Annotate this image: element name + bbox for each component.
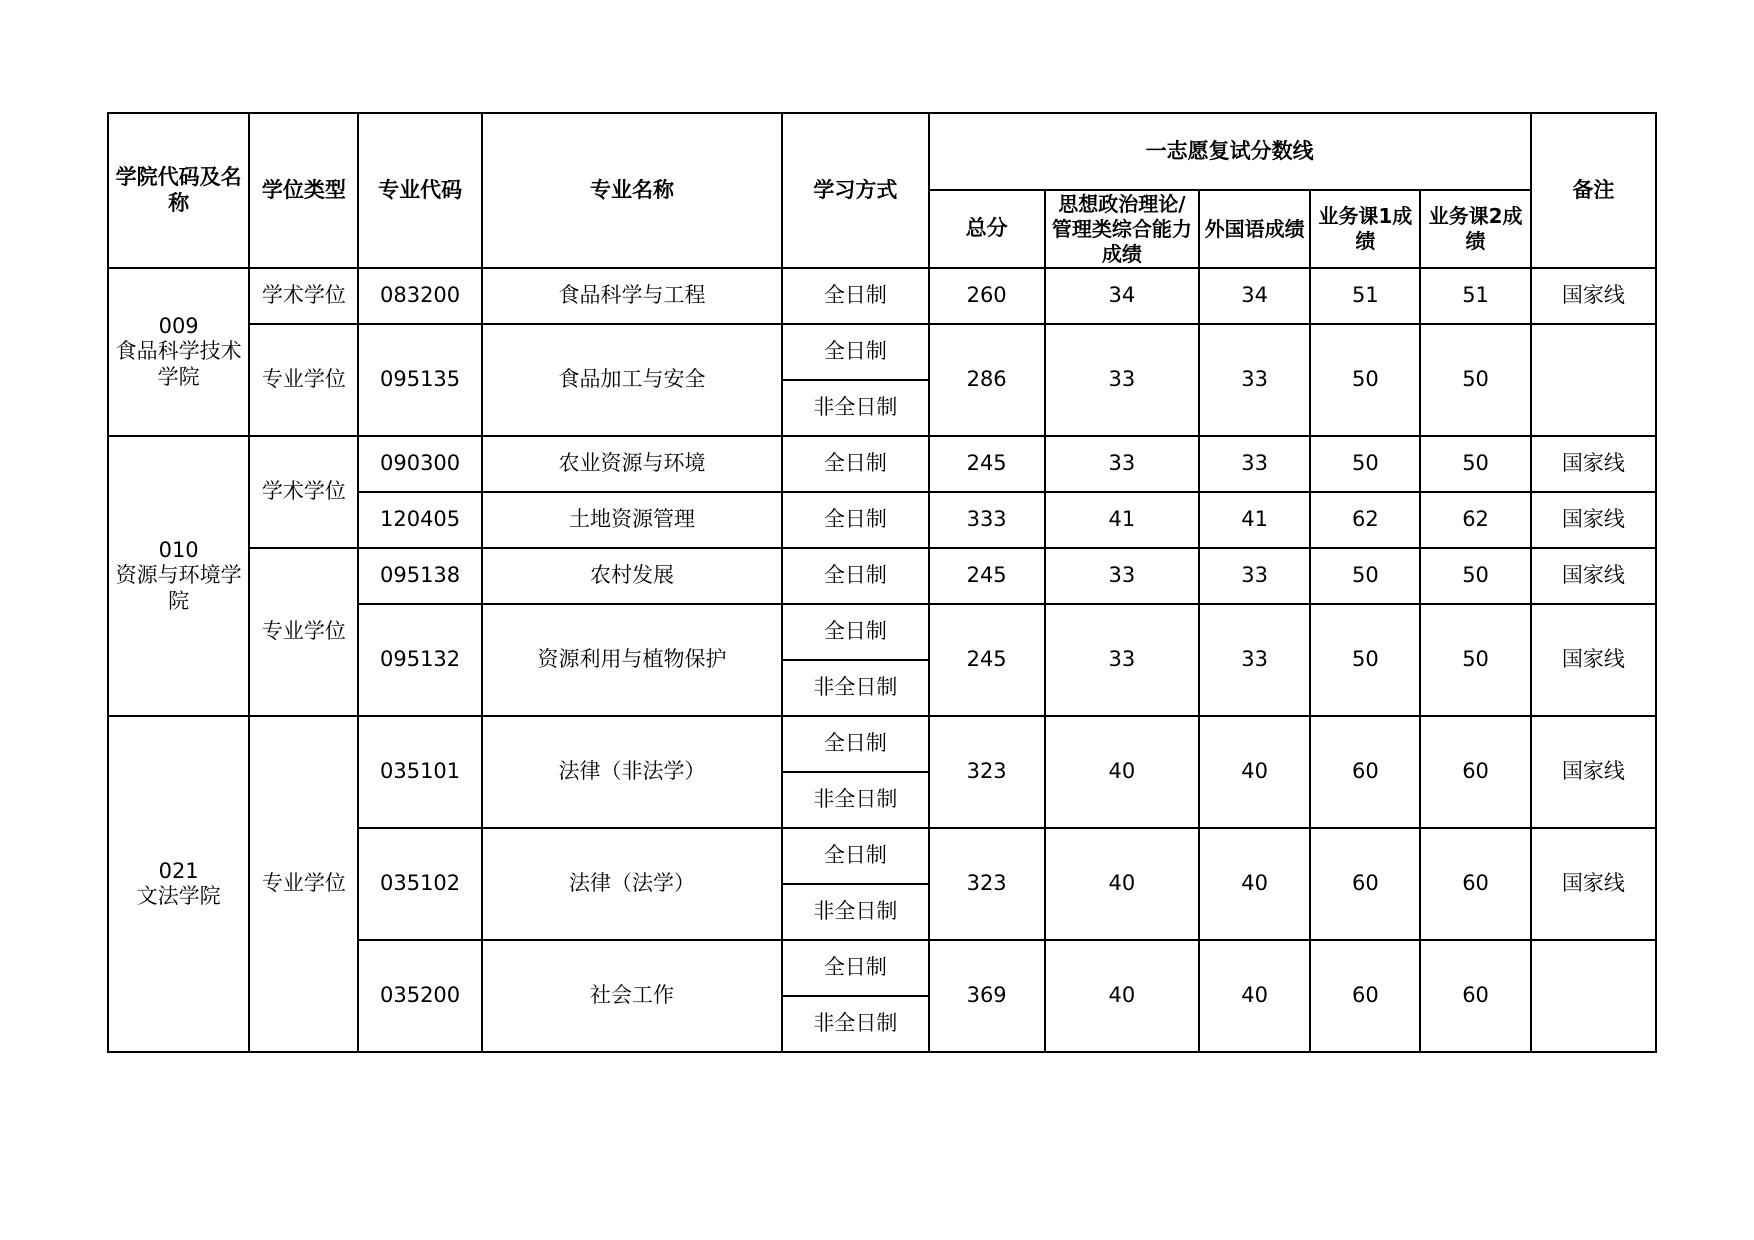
course1-score-cell: 60: [1310, 940, 1420, 1052]
total-score-cell: 260: [929, 268, 1045, 324]
major-code-cell: 035200: [358, 940, 481, 1052]
course1-score-cell: 50: [1310, 548, 1420, 604]
foreign-lang-score-cell: 34: [1199, 268, 1310, 324]
course2-score-cell: 50: [1420, 548, 1530, 604]
course1-score-cell: 60: [1310, 716, 1420, 828]
major-code-cell: 095135: [358, 324, 481, 436]
course1-score-cell: 50: [1310, 436, 1420, 492]
remark-cell: 国家线: [1531, 436, 1656, 492]
study-mode-cell: 全日制: [782, 604, 928, 660]
major-code-cell: 035102: [358, 828, 481, 940]
course2-score-cell: 51: [1420, 268, 1530, 324]
major-code-cell: 095138: [358, 548, 481, 604]
remark-cell: 国家线: [1531, 604, 1656, 716]
major-name-cell: 食品科学与工程: [482, 268, 783, 324]
study-mode-cell: 全日制: [782, 436, 928, 492]
major-name-cell: 食品加工与安全: [482, 324, 783, 436]
major-name-cell: 社会工作: [482, 940, 783, 1052]
total-score-cell: 245: [929, 604, 1045, 716]
degree-type-cell: 专业学位: [249, 324, 358, 436]
remark-cell: 国家线: [1531, 492, 1656, 548]
total-score-cell: 245: [929, 548, 1045, 604]
course1-score-cell: 62: [1310, 492, 1420, 548]
table-body: [108, 268, 1656, 1052]
table-row: [108, 716, 1656, 772]
study-mode-cell: 全日制: [782, 828, 928, 884]
total-score-cell: 323: [929, 828, 1045, 940]
header-college: 学院代码及名称: [108, 113, 249, 268]
study-mode-cell: 全日制: [782, 492, 928, 548]
college-name: 食品科学技术学院: [115, 339, 242, 389]
remark-cell: 国家线: [1531, 828, 1656, 940]
major-name-cell: 法律（法学）: [482, 828, 783, 940]
college-code: 010: [158, 538, 199, 563]
header-study-mode: 学习方式: [782, 113, 928, 268]
foreign-lang-score-cell: 33: [1199, 604, 1310, 716]
degree-type-cell: 专业学位: [249, 548, 358, 716]
course1-score-cell: 50: [1310, 604, 1420, 716]
study-mode-cell: 非全日制: [782, 660, 928, 716]
header-remark: 备注: [1531, 113, 1656, 268]
total-score-cell: 323: [929, 716, 1045, 828]
course2-score-cell: 50: [1420, 604, 1530, 716]
total-score-cell: 333: [929, 492, 1045, 548]
foreign-lang-score-cell: 40: [1199, 828, 1310, 940]
politics-score-cell: 33: [1045, 604, 1199, 716]
table-row: [108, 324, 1656, 380]
politics-score-cell: 33: [1045, 324, 1199, 436]
study-mode-cell: 非全日制: [782, 884, 928, 940]
major-code-cell: 095132: [358, 604, 481, 716]
study-mode-cell: 全日制: [782, 548, 928, 604]
header-major-name: 专业名称: [482, 113, 783, 268]
header-degree-type: 学位类型: [249, 113, 358, 268]
college-code: 009: [158, 314, 199, 339]
major-code-cell: 120405: [358, 492, 481, 548]
course2-score-cell: 60: [1420, 716, 1530, 828]
politics-score-cell: 40: [1045, 940, 1199, 1052]
politics-score-cell: 41: [1045, 492, 1199, 548]
college-code: 021: [158, 858, 199, 883]
remark-cell: 国家线: [1531, 548, 1656, 604]
study-mode-cell: 全日制: [782, 324, 928, 380]
course1-score-cell: 50: [1310, 324, 1420, 436]
college-cell: [108, 268, 249, 436]
header-politics: 思想政治理论/管理类综合能力成绩: [1045, 190, 1199, 268]
major-name-cell: 法律（非法学）: [482, 716, 783, 828]
course2-score-cell: 60: [1420, 828, 1530, 940]
college-cell: [108, 436, 249, 716]
foreign-lang-score-cell: 41: [1199, 492, 1310, 548]
course2-score-cell: 50: [1420, 436, 1530, 492]
major-name-cell: 农村发展: [482, 548, 783, 604]
major-code-cell: 090300: [358, 436, 481, 492]
college-cell: [108, 716, 249, 1052]
foreign-lang-score-cell: 40: [1199, 716, 1310, 828]
foreign-lang-score-cell: 33: [1199, 548, 1310, 604]
major-code-cell: 035101: [358, 716, 481, 828]
total-score-cell: 286: [929, 324, 1045, 436]
politics-score-cell: 40: [1045, 828, 1199, 940]
total-score-cell: 369: [929, 940, 1045, 1052]
degree-type-cell: 学术学位: [249, 268, 358, 324]
college-name: 资源与环境学院: [115, 563, 242, 613]
college-name: 文法学院: [136, 884, 221, 908]
politics-score-cell: 33: [1045, 548, 1199, 604]
major-name-cell: 土地资源管理: [482, 492, 783, 548]
major-name-cell: 资源利用与植物保护: [482, 604, 783, 716]
header-course2: 业务课2成绩: [1420, 190, 1530, 268]
score-table: [107, 112, 1657, 1053]
course2-score-cell: 50: [1420, 324, 1530, 436]
politics-score-cell: 33: [1045, 436, 1199, 492]
header-foreign-lang: 外国语成绩: [1199, 190, 1310, 268]
remark-cell: 国家线: [1531, 268, 1656, 324]
degree-type-cell: 专业学位: [249, 716, 358, 1052]
table-row: [108, 268, 1656, 324]
header-score-group: 一志愿复试分数线: [929, 113, 1531, 190]
course1-score-cell: 60: [1310, 828, 1420, 940]
header-total: 总分: [929, 190, 1045, 268]
course2-score-cell: 62: [1420, 492, 1530, 548]
header-course1: 业务课1成绩: [1310, 190, 1420, 268]
course2-score-cell: 60: [1420, 940, 1530, 1052]
study-mode-cell: 非全日制: [782, 380, 928, 436]
remark-cell: 国家线: [1531, 716, 1656, 828]
major-name-cell: 农业资源与环境: [482, 436, 783, 492]
header-row-1: [108, 113, 1656, 190]
header-major-code: 专业代码: [358, 113, 481, 268]
study-mode-cell: 非全日制: [782, 772, 928, 828]
remark-cell: [1531, 324, 1656, 436]
foreign-lang-score-cell: 33: [1199, 436, 1310, 492]
degree-type-cell: 学术学位: [249, 436, 358, 548]
course1-score-cell: 51: [1310, 268, 1420, 324]
study-mode-cell: 全日制: [782, 716, 928, 772]
table-row: [108, 436, 1656, 492]
foreign-lang-score-cell: 33: [1199, 324, 1310, 436]
remark-cell: [1531, 940, 1656, 1052]
study-mode-cell: 全日制: [782, 268, 928, 324]
study-mode-cell: 非全日制: [782, 996, 928, 1052]
table-row: [108, 548, 1656, 604]
foreign-lang-score-cell: 40: [1199, 940, 1310, 1052]
politics-score-cell: 34: [1045, 268, 1199, 324]
major-code-cell: 083200: [358, 268, 481, 324]
politics-score-cell: 40: [1045, 716, 1199, 828]
study-mode-cell: 全日制: [782, 940, 928, 996]
total-score-cell: 245: [929, 436, 1045, 492]
